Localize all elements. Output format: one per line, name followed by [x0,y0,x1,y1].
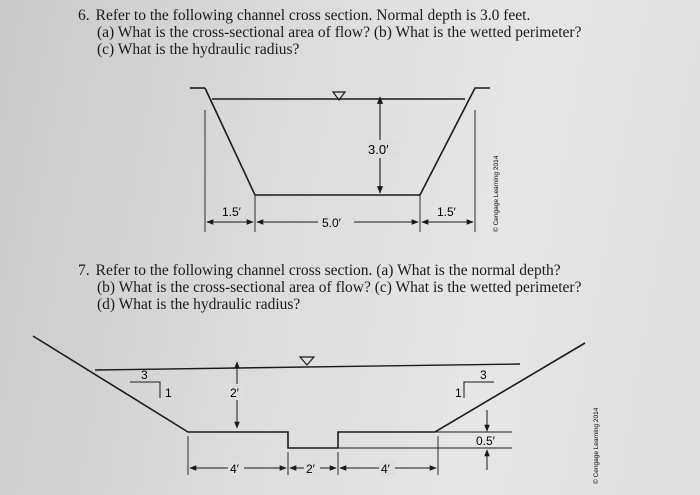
problem-6-text [78,7,581,58]
problem-6-channel-figure [0,70,700,250]
problem-7-channel-figure [0,330,700,495]
left-slope-label: 1.5′ [222,205,241,219]
compound-channel-outline [33,336,585,448]
problem-7-text [78,262,581,313]
trapezoid-channel-outline [205,88,490,195]
problem-6-line-2: (a) What is the cross-sectional area of flow? (b) What is the wetted perimeter? [97,24,582,41]
problem-6-line-1: Refer to the following channel cross section. Normal depth is 3.0 feet. [95,7,531,24]
left-depth-label: 2′ [230,386,239,400]
bottom-width-label: 5.0′ [322,216,341,230]
left-slope-run: 3 [141,368,148,382]
problem-7-line-1: Refer to the following channel cross section. (a) What is the normal depth? [95,262,561,279]
problem-7-number: 7. [78,262,90,279]
depth-label: 3.0′ [368,142,389,157]
dim-middle-label: 2′ [306,462,315,476]
problem-6-line-3: (c) What is the hydraulic radius? [97,41,300,58]
problem-7-line-2: (b) What is the cross-sectional area of flow? (c) What is the wetted perimeter? [97,279,582,296]
water-level-symbol-icon [300,357,314,365]
copyright-6: © Cengage Learning 2014 [493,155,500,232]
problem-7-line-3: (d) What is the hydraulic radius? [97,296,301,313]
dim-left-label: 4′ [230,462,239,476]
right-slope-rise: 1 [455,386,462,400]
left-slope-triangle [130,382,160,398]
right-slope-triangle [464,382,494,398]
copyright-7: © Cengage Learning 2014 [593,407,600,484]
dim-right-label: 4′ [381,462,390,476]
right-slope-label: 1.5′ [437,205,456,219]
left-slope-rise: 1 [165,386,172,400]
right-slope-run: 3 [480,368,487,382]
right-depth-label: 0.5′ [476,434,495,448]
problem-6-number: 6. [78,7,90,24]
